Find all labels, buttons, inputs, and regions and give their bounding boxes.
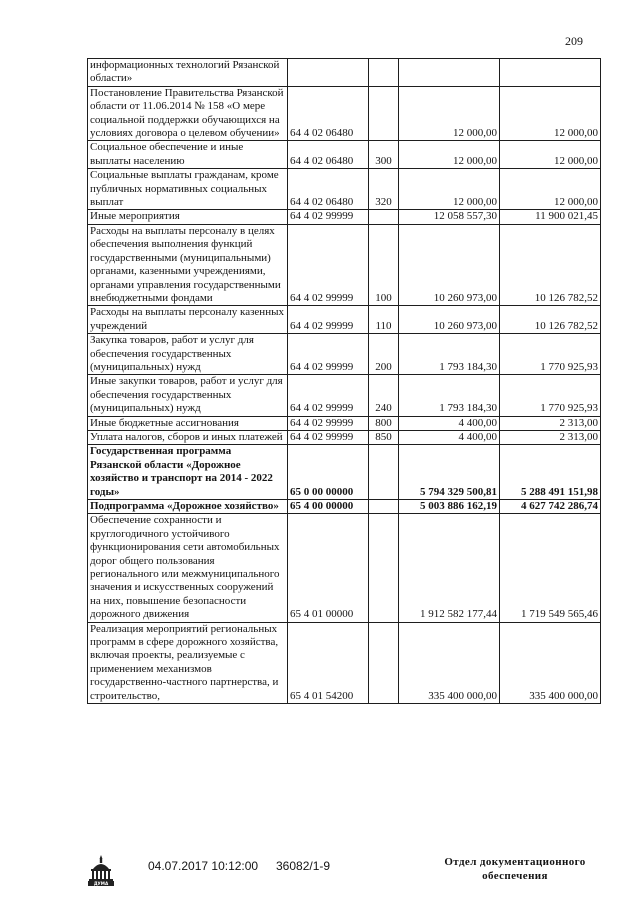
table-row <box>88 500 601 514</box>
row-amount-planned: 12 000,00 <box>399 169 500 210</box>
footer-department: Отдел документационного обеспечения <box>444 856 586 882</box>
row-name: Обеспечение сохранности и круглогодичного устойчивого функционирования сети автомобильных дорог общего пользования регионального или межмуниципального значения и искусственных сооружений на них, повышение безопасности дорожного движения <box>88 514 288 622</box>
row-name: Иные бюджетные ассигнования <box>88 416 288 430</box>
row-code: 65 4 01 54200 <box>288 622 369 703</box>
row-name: Расходы на выплаты персоналу в целях обеспечения выполнения функций государственными (муниципальными) органами, казенными учреждениями, органами управления государственными внебюджетными фондами <box>88 224 288 305</box>
row-amount-planned <box>399 59 500 87</box>
row-code: 64 4 02 99999 <box>288 306 369 334</box>
row-amount-executed: 12 000,00 <box>500 141 601 169</box>
row-amount-executed: 12 000,00 <box>500 169 601 210</box>
row-expense-type: 320 <box>369 169 399 210</box>
row-expense-type: 850 <box>369 430 399 444</box>
row-amount-planned: 12 000,00 <box>399 86 500 141</box>
row-amount-executed: 4 627 742 286,74 <box>500 500 601 514</box>
row-amount-planned: 10 260 973,00 <box>399 306 500 334</box>
table-row <box>88 514 601 622</box>
row-expense-type: 800 <box>369 416 399 430</box>
row-name: Расходы на выплаты персоналу казенных учреждений <box>88 306 288 334</box>
row-name: Социальное обеспечение и иные выплаты населению <box>88 141 288 169</box>
row-amount-executed: 1 719 549 565,46 <box>500 514 601 622</box>
row-name: Социальные выплаты гражданам, кроме публичных нормативных социальных выплат <box>88 169 288 210</box>
row-expense-type <box>369 514 399 622</box>
row-code: 64 4 02 99999 <box>288 375 369 416</box>
row-amount-executed: 1 770 925,93 <box>500 334 601 375</box>
row-amount-executed: 11 900 021,45 <box>500 210 601 224</box>
table-row <box>88 375 601 416</box>
row-expense-type <box>369 59 399 87</box>
row-expense-type <box>369 86 399 141</box>
row-expense-type: 110 <box>369 306 399 334</box>
row-name: информационных технологий Рязанской области» <box>88 59 288 87</box>
table-row <box>88 86 601 141</box>
row-code: 65 4 01 00000 <box>288 514 369 622</box>
row-expense-type <box>369 622 399 703</box>
row-code: 64 4 02 99999 <box>288 416 369 430</box>
page-number: 209 <box>565 34 583 48</box>
row-expense-type <box>369 500 399 514</box>
row-amount-executed: 335 400 000,00 <box>500 622 601 703</box>
row-code: 64 4 02 99999 <box>288 430 369 444</box>
row-name: Иные мероприятия <box>88 210 288 224</box>
row-amount-executed <box>500 59 601 87</box>
table-row <box>88 416 601 430</box>
row-amount-planned: 12 058 557,30 <box>399 210 500 224</box>
table-row <box>88 169 601 210</box>
row-code: 65 4 00 00000 <box>288 500 369 514</box>
row-code: 65 0 00 00000 <box>288 445 369 500</box>
row-expense-type <box>369 445 399 500</box>
row-name: Реализация мероприятий региональных программ в сфере дорожного хозяйства, включая проекты, реализуемые с применением механизмов государственно-частного партнерства, и строительство, <box>88 622 288 703</box>
row-name: Закупка товаров, работ и услуг для обеспечения государственных (муниципальных) нужд <box>88 334 288 375</box>
row-amount-executed: 12 000,00 <box>500 86 601 141</box>
table-row <box>88 445 601 500</box>
table-row <box>88 141 601 169</box>
row-name: Постановление Правительства Рязанской области от 11.06.2014 № 158 «О мере социальной поддержки обучающихся на условиях договора о целевом обучении» <box>88 86 288 141</box>
row-name: Государственная программа Рязанской области «Дорожное хозяйство и транспорт на 2014 - 2022 годы» <box>88 445 288 500</box>
row-amount-planned: 10 260 973,00 <box>399 224 500 305</box>
duma-logo-icon <box>86 853 116 887</box>
row-amount-executed: 10 126 782,52 <box>500 224 601 305</box>
row-name: Уплата налогов, сборов и иных платежей <box>88 430 288 444</box>
row-amount-executed: 10 126 782,52 <box>500 306 601 334</box>
row-expense-type <box>369 210 399 224</box>
row-name: Иные закупки товаров, работ и услуг для обеспечения государственных (муниципальных) нужд <box>88 375 288 416</box>
row-code: 64 4 02 06480 <box>288 141 369 169</box>
row-amount-executed: 2 313,00 <box>500 416 601 430</box>
row-amount-executed: 1 770 925,93 <box>500 375 601 416</box>
budget-table <box>87 58 601 704</box>
row-amount-executed: 2 313,00 <box>500 430 601 444</box>
row-amount-planned: 4 400,00 <box>399 430 500 444</box>
footer-datetime: 04.07.2017 10:12:00 <box>148 859 259 873</box>
row-amount-executed: 5 288 491 151,98 <box>500 445 601 500</box>
table-row <box>88 430 601 444</box>
footer-doc-number: 36082/1-9 <box>276 859 331 873</box>
row-amount-planned: 12 000,00 <box>399 141 500 169</box>
row-amount-planned: 5 794 329 500,81 <box>399 445 500 500</box>
row-code: 64 4 02 99999 <box>288 334 369 375</box>
logo-text: ДУМА <box>93 881 109 887</box>
row-name: Подпрограмма «Дорожное хозяйство» <box>88 500 288 514</box>
table-row <box>88 59 601 87</box>
row-code: 64 4 02 06480 <box>288 169 369 210</box>
table-row <box>88 210 601 224</box>
table-row <box>88 622 601 703</box>
table-row <box>88 334 601 375</box>
page-footer <box>0 845 640 895</box>
row-amount-planned: 335 400 000,00 <box>399 622 500 703</box>
row-code: 64 4 02 06480 <box>288 86 369 141</box>
row-expense-type: 240 <box>369 375 399 416</box>
row-code <box>288 59 369 87</box>
row-amount-planned: 1 793 184,30 <box>399 334 500 375</box>
row-expense-type: 300 <box>369 141 399 169</box>
row-expense-type: 100 <box>369 224 399 305</box>
table-row <box>88 306 601 334</box>
row-amount-planned: 5 003 886 162,19 <box>399 500 500 514</box>
row-code: 64 4 02 99999 <box>288 210 369 224</box>
table-row <box>88 224 601 305</box>
row-code: 64 4 02 99999 <box>288 224 369 305</box>
row-amount-planned: 1 793 184,30 <box>399 375 500 416</box>
row-expense-type: 200 <box>369 334 399 375</box>
row-amount-planned: 1 912 582 177,44 <box>399 514 500 622</box>
row-amount-planned: 4 400,00 <box>399 416 500 430</box>
